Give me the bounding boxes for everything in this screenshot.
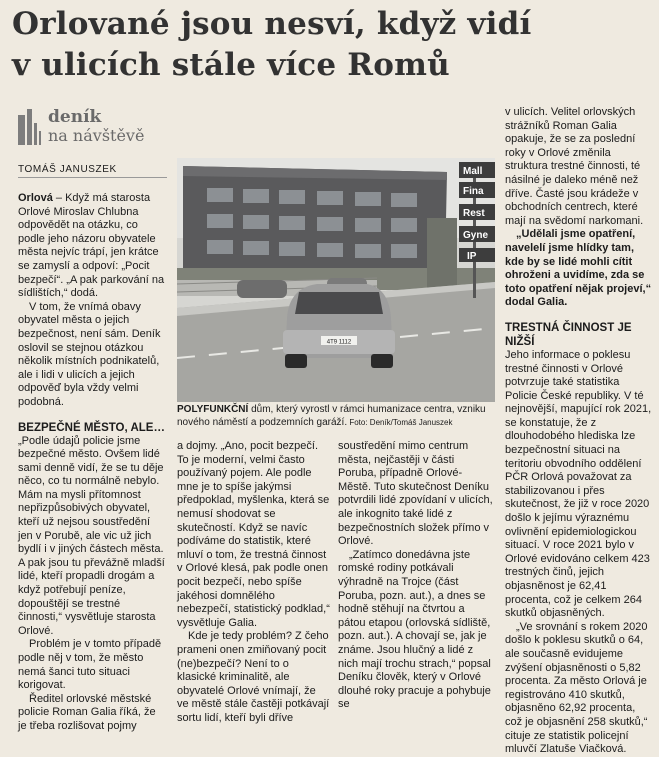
paragraph: „Podle údajů policie jsme bezpečné město. Ovšem lidé sami denně vidí, že se tu děje něco, co tu normálně nebylo. Mám na mysli přítomnost nepřizpůsobivých obyvatel, kteří už nejsou soustředění jen v Porubě, ale vic už jich bydlí i v jiných částech města. A pak jsou tu převážně mladší lidé, kteří propadli drogám a když potřebují peníze, dopouštějí se trestné činnosti,“ vysvětluje starosta Orlové. [18, 434, 165, 637]
paragraph: a dojmy. „Ano, pocit bezpečí. To je moderní, velmi často používaný pojem. Ale podle mne je to spíše jakýmsi předpoklad, myšlenka, která se nemusí shodovat se skutečností. Když se navíc podíváme do statistik, které mluví o tom, že trestná činnost v Orlové klesá, pak podle onen pocit bezpečí, nebo spíše jakéhosi domnělého nebezpečí, statistický podklad,“ vysvětluje Galia. [177, 440, 330, 629]
column-1 [18, 192, 167, 734]
sign-text: Fina [463, 186, 484, 197]
headline-line-1: Orlované jsou nesví, když vidí [12, 6, 532, 42]
photo-credit: Foto: Deník/Tomáš Januszek [347, 417, 453, 427]
paragraph: V tom, že vnímá obavy obyvatel města o jejich bezpečnost, není sám. Deník oslovil se stejnou otázkou několik místních podnikatelů, ale i lidi v ulicích a jejich odpověď byla vždy velmi podobná. [18, 300, 161, 408]
headline-line-2: v ulicích stále více Romů [12, 47, 450, 83]
sign-text: Rest [463, 208, 485, 219]
paragraph: „Ve srovnání s rokem 2020 došlo k poklesu skutků o 64, ale současně evidujeme zvýšení objasněnosti o 5,82 procenta. Za město Orlová je registrováno 410 skutků, objasněno 62,92 procenta, což je objasnění 258 skutků,“ cituje ze statistik policejní mluvčí Zlatuše Viačková. [505, 620, 648, 756]
logo-bars-icon [18, 109, 42, 145]
caption-label: POLYFUNKČNÍ [177, 404, 249, 415]
paragraph: soustředění mimo centrum města, nejčastěji v části Poruba, případně Orlové-Městě. Tuto skutečnost Deníku potvrdili lidé zpovídaní v ulicích, ale inkognito také lidé z bezpečnostních složek přímo v Orlové. [338, 440, 493, 548]
license-plate: 4T9 1112 [326, 339, 352, 346]
subheading: TRESTNÁ ČINNOST JE NIŽŠÍ [505, 321, 632, 348]
paragraph: Kde je tedy problém? Z čeho prameni onen zmiňovaný pocit (ne)bezpečí? Není to o klasické kriminalitě, ale obyvatelé Orlové vnímají, že ve městě stále častěji potkávají sortu lidí, kteří byli dříve [177, 630, 330, 724]
paragraph: Problém je v tomto případě podle něj v tom, že město nemá šanci tuto situaci korigovat. [18, 638, 162, 692]
lead-paragraph: Orlová – Když má starosta Orlové Miroslav Chlubna odpovědět na otázku, co podle jeho názoru obyvatele města nejvíc trápí, jen krátce se zamyslí a odpoví: „Pocit bezpečí“. „A pak parkování na sídlištích,“ dodá. [18, 192, 165, 300]
section-logo [18, 107, 163, 149]
paragraph: „Udělali jsme opatření, navelelí jsme hlídky tam, kde by se lidé mohli cítit ohroženi a uvidíme, zda se toto opatření nějak projeví,“ dodal Galia. [505, 228, 652, 309]
sign-text: IP [467, 251, 477, 262]
column-2 [177, 440, 330, 725]
street-photo-image [177, 158, 495, 402]
column-4 [505, 106, 653, 757]
paragraph: Ředitel orlovské městské policie Roman Galia říká, že je třeba rozlišovat pojmy [18, 692, 156, 732]
caption-text: dům, který vyrostl v rámci humanizace centra, vzniku nového náměstí a podzemních garáží. [177, 404, 486, 428]
column-3 [338, 440, 493, 712]
photo-caption [177, 404, 495, 429]
logo-subtitle: na návštěvě [48, 126, 145, 145]
headline [12, 4, 652, 86]
paragraph: Jeho informace o poklesu trestné činnosti v Orlové potvrzuje také statistika Policie České republiky. V té nejnovější, mapující rok 2021, se konstatuje, že z dlouhodobého hlediska lze bezpečnostní situaci na teritoriu obvodního oddělení PČR Orlová považovat za stabilizovanou i přes skutečnost, že již v roce 2020 došlo k jejímu výraznému ovlivnění epidemiologickou situací. V roce 2021 bylo v Orlové evidováno celkem 423 trestných činů, jejich objasněnost je 62,41 procenta, což je celkem 264 skutků objasněných. [505, 348, 652, 620]
article-photo [177, 158, 495, 402]
subheading: BEZPEČNÉ MĚSTO, ALE… [18, 421, 165, 434]
paragraph: v ulicích. Velitel orlovských strážníků Roman Galia opakuje, že se za poslední roky v Orlové změnila struktura trestné činnosti, té násilné je daleko méně než dříve. Časté jsou krádeže v obchodních centrech, které mají na svědomí narkomani. [505, 106, 644, 227]
logo-title: deník [48, 107, 102, 127]
dateline: Orlová [18, 192, 53, 204]
sign-text: Gyne [463, 230, 489, 241]
paragraph: „Zatímco donedávna jste romské rodiny potkávali výhradně na Trojce (část Poruba, pozn. aut.), a dnes se hodně stěhují na čtvrtou a pátou etapou (orlovská sídliště, pozn. aut.). A chovají se, jak je známe. Jsou hlučný a lidé z nich mají trochu strach,“ popsal Deníku člověk, který v Orlové dlouhé roky pracuje a pohybuje se [338, 548, 491, 711]
sign-text: Mall [463, 166, 483, 177]
byline: TOMÁŠ JANUSZEK [18, 164, 167, 178]
